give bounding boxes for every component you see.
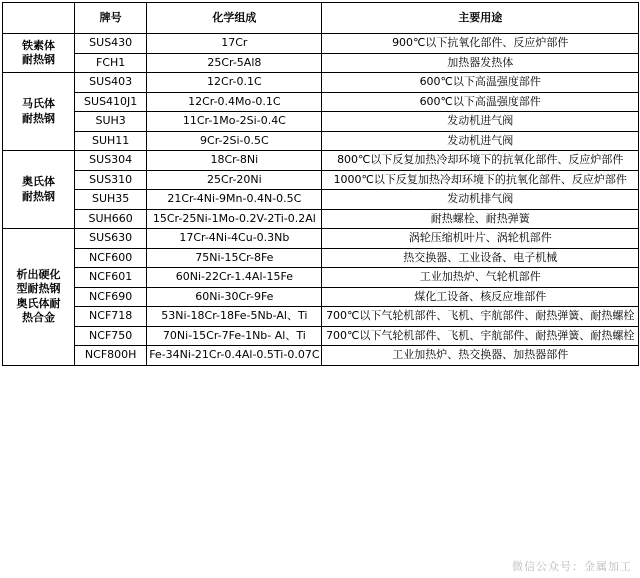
use-cell: 600℃以下高温强度部件 xyxy=(322,92,639,112)
use-cell: 工业加热炉、气轮机部件 xyxy=(322,268,639,288)
grade-cell: NCF750 xyxy=(75,326,147,346)
table-row xyxy=(3,248,639,268)
grade-cell: SUS304 xyxy=(75,151,147,171)
table-row xyxy=(3,131,639,151)
composition-cell: 12Cr-0.4Mo-0.1C xyxy=(147,92,322,112)
composition-cell: 9Cr-2Si-0.5C xyxy=(147,131,322,151)
composition-cell: 53Ni-18Cr-18Fe-5Nb-Al、Ti xyxy=(147,307,322,327)
table-row xyxy=(3,287,639,307)
grade-cell: SUS410J1 xyxy=(75,92,147,112)
table-row xyxy=(3,170,639,190)
grade-cell: NCF800H xyxy=(75,346,147,366)
table-row xyxy=(3,346,639,366)
composition-cell: 75Ni-15Cr-8Fe xyxy=(147,248,322,268)
composition-cell: 70Ni-15Cr-7Fe-1Nb- Al、Ti xyxy=(147,326,322,346)
composition-cell: 60Ni-22Cr-1.4Al-15Fe xyxy=(147,268,322,288)
table-row xyxy=(3,73,639,93)
use-cell: 800℃以下反复加热冷却环境下的抗氧化部件、反应炉部件 xyxy=(322,151,639,171)
table-row xyxy=(3,229,639,249)
composition-cell: 11Cr-1Mo-2Si-0.4C xyxy=(147,112,322,132)
table-row xyxy=(3,307,639,327)
composition-cell: 25Cr-5Al8 xyxy=(147,53,322,73)
watermark: 微信公众号：金属加工 xyxy=(512,560,632,573)
use-cell: 1000℃以下反复加热冷却环境下的抗氧化部件、反应炉部件 xyxy=(322,170,639,190)
grade-cell: SUS403 xyxy=(75,73,147,93)
grade-cell: SUS430 xyxy=(75,34,147,54)
group-label-precipitation-hardening: 析出硬化 型耐热钢 奥氏体耐 热合金 xyxy=(3,229,75,366)
table-row xyxy=(3,34,639,54)
use-cell: 加热器发热体 xyxy=(322,53,639,73)
header-cell-blank xyxy=(3,3,75,34)
group-label-martensitic: 马氏体 耐热钢 xyxy=(3,73,75,151)
use-cell: 发动机进气阀 xyxy=(322,131,639,151)
table-row xyxy=(3,209,639,229)
grade-cell: SUH35 xyxy=(75,190,147,210)
table-row xyxy=(3,53,639,73)
use-cell: 热交换器、工业设备、电子机械 xyxy=(322,248,639,268)
composition-cell: 17Cr xyxy=(147,34,322,54)
grade-cell: SUH3 xyxy=(75,112,147,132)
use-cell: 600℃以下高温强度部件 xyxy=(322,73,639,93)
composition-cell: 18Cr-8Ni xyxy=(147,151,322,171)
table-row xyxy=(3,268,639,288)
use-cell: 700℃以下气轮机部件、飞机、宇航部件、耐热弹簧、耐热螺栓 xyxy=(322,326,639,346)
use-cell: 700℃以下气轮机部件、飞机、宇航部件、耐热弹簧、耐热螺栓 xyxy=(322,307,639,327)
use-cell: 900℃以下抗氧化部件、反应炉部件 xyxy=(322,34,639,54)
table-header-row xyxy=(3,3,639,34)
grade-cell: NCF600 xyxy=(75,248,147,268)
grade-cell: SUH660 xyxy=(75,209,147,229)
use-cell: 发动机进气阀 xyxy=(322,112,639,132)
group-label-ferritic: 铁素体 耐热钢 xyxy=(3,34,75,73)
grade-cell: NCF601 xyxy=(75,268,147,288)
table-row xyxy=(3,92,639,112)
composition-cell: 15Cr-25Ni-1Mo-0.2V-2Ti-0.2Al xyxy=(147,209,322,229)
document-page xyxy=(0,2,640,578)
composition-cell: 60Ni-30Cr-9Fe xyxy=(147,287,322,307)
use-cell: 涡轮压缩机叶片、涡轮机部件 xyxy=(322,229,639,249)
use-cell: 耐热螺栓、耐热弹簧 xyxy=(322,209,639,229)
table-row xyxy=(3,326,639,346)
composition-cell: 21Cr-4Ni-9Mn-0.4N-0.5C xyxy=(147,190,322,210)
composition-cell: 12Cr-0.1C xyxy=(147,73,322,93)
header-cell-use: 主要用途 xyxy=(322,3,639,34)
table-row xyxy=(3,190,639,210)
table-row xyxy=(3,151,639,171)
grade-cell: SUH11 xyxy=(75,131,147,151)
table-body xyxy=(3,3,639,366)
composition-cell: 25Cr-20Ni xyxy=(147,170,322,190)
grade-cell: SUS310 xyxy=(75,170,147,190)
group-label-austenitic: 奥氏体 耐热钢 xyxy=(3,151,75,229)
grade-cell: NCF718 xyxy=(75,307,147,327)
table-row xyxy=(3,112,639,132)
header-cell-composition: 化学组成 xyxy=(147,3,322,34)
grade-cell: SUS630 xyxy=(75,229,147,249)
use-cell: 工业加热炉、热交换器、加热器部件 xyxy=(322,346,639,366)
heat-resistant-steel-table xyxy=(2,2,639,366)
use-cell: 发动机排气阀 xyxy=(322,190,639,210)
composition-cell: 17Cr-4Ni-4Cu-0.3Nb xyxy=(147,229,322,249)
use-cell: 煤化工设备、核反应堆部件 xyxy=(322,287,639,307)
header-cell-grade: 牌号 xyxy=(75,3,147,34)
grade-cell: FCH1 xyxy=(75,53,147,73)
grade-cell: NCF690 xyxy=(75,287,147,307)
composition-cell: Fe-34Ni-21Cr-0.4Al-0.5Ti-0.07C xyxy=(147,346,322,366)
